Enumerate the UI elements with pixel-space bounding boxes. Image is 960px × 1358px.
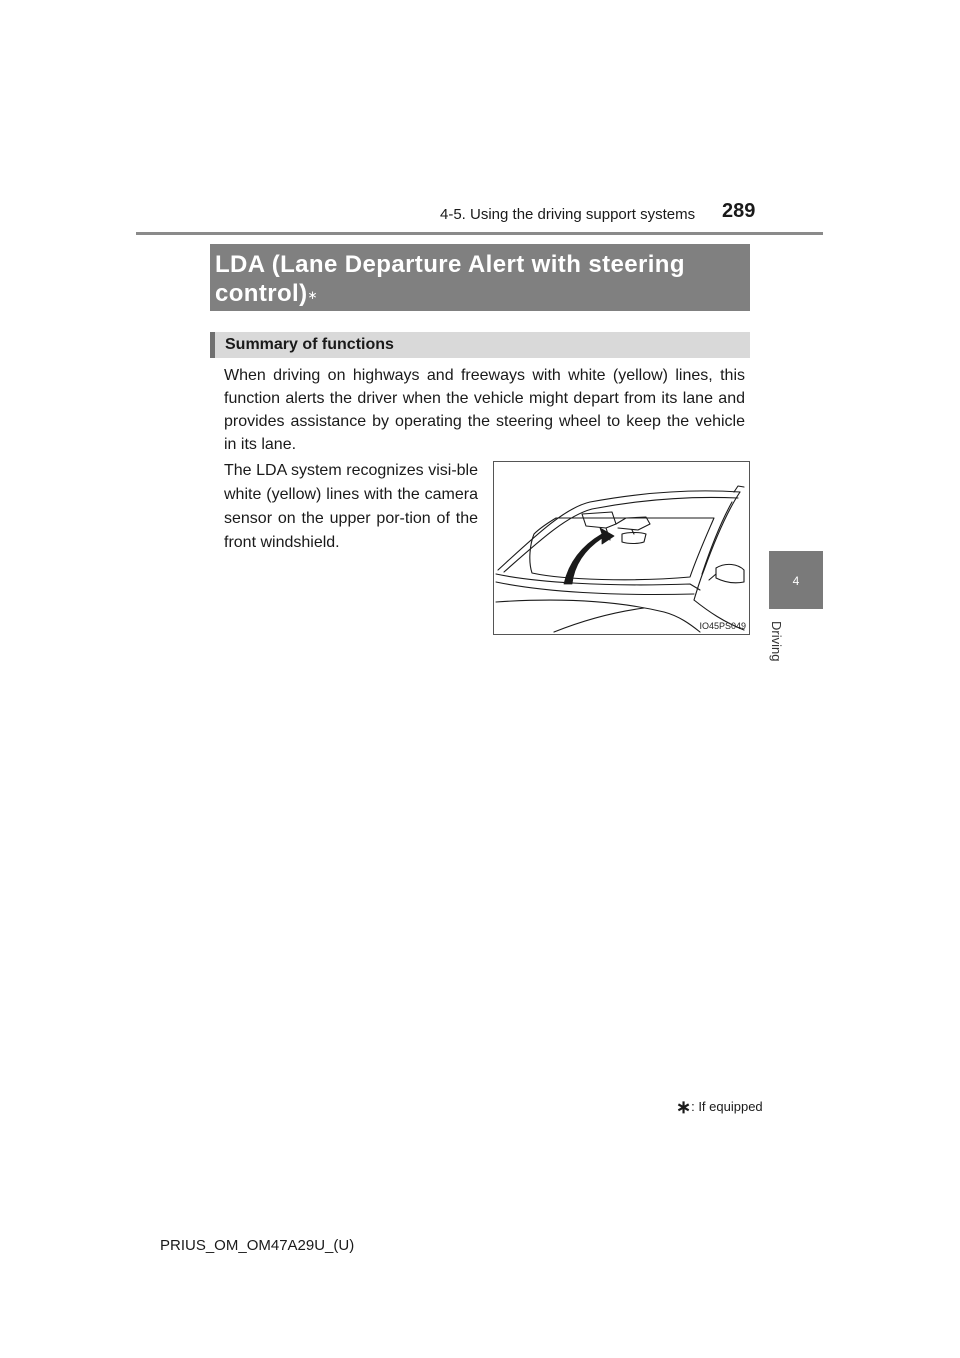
subheading-text: Summary of functions: [225, 336, 394, 353]
chapter-label: Driving: [769, 621, 784, 662]
body-paragraph-1: When driving on highways and freeways with white (yellow) lines, this function alerts the driver when the vehicle might depart from its lane and provides assistance by operating the steering wheel to keep the vehicle in its lane.: [224, 367, 745, 453]
page-number: 289: [722, 200, 756, 222]
chapter-label-wrap: [770, 621, 790, 671]
header-rule: [136, 232, 823, 235]
header-section-title: 4-5. Using the driving support systems: [440, 206, 696, 223]
footer-document-code: PRIUS_OM_OM47A29U_(U): [160, 1237, 355, 1254]
footnote-marker: ∗: [676, 1097, 692, 1117]
footnote: [676, 1097, 763, 1118]
section-title-text: LDA (Lane Departure Alert with steering control): [215, 251, 685, 307]
section-title-bar: [210, 244, 750, 311]
subheading-bar: [210, 332, 750, 358]
section-title: [215, 250, 735, 308]
illustration-code: IO45PS049: [699, 621, 746, 631]
if-equipped-marker: ∗: [307, 288, 318, 302]
windshield-camera-illustration: [493, 461, 750, 635]
chapter-number: 4: [792, 574, 800, 588]
footnote-text: : If equipped: [691, 1099, 763, 1114]
body-paragraph-2: The LDA system recognizes visi-ble white (yellow) lines with the camera sensor on the upper por-tion of the front windshield.: [224, 462, 478, 551]
windshield-drawing: [494, 462, 749, 634]
